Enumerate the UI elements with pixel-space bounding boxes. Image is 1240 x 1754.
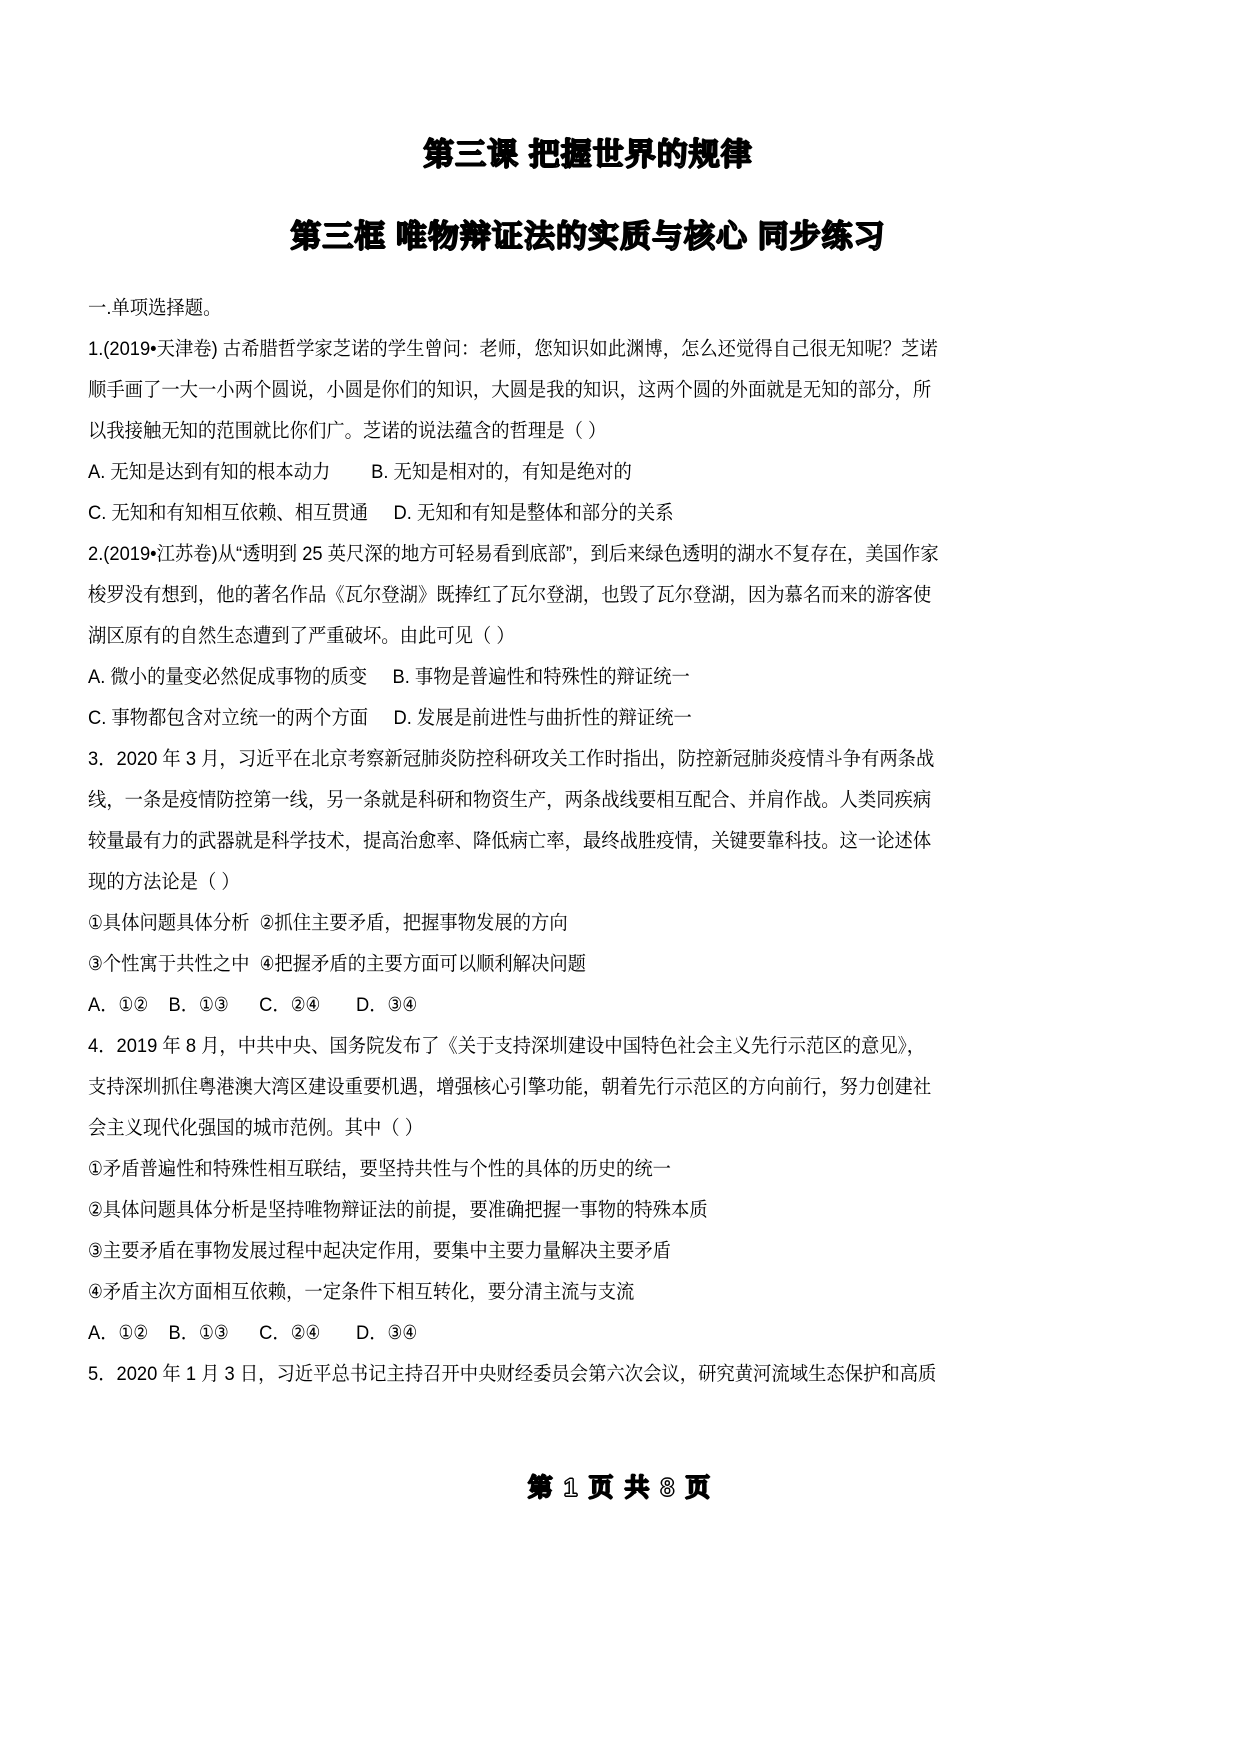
- question-option-line[interactable]: ①矛盾普遍性和特殊性相互联结，要坚持共性与个性的具体的历史的统一: [88, 1158, 672, 1181]
- question-stem-line: 现的方法论是（ ）: [88, 871, 240, 894]
- question-stem-line: 较量最有力的武器就是科学技术，提高治愈率、降低病亡率，最终战胜疫情，关键要靠科技。这一论述体: [88, 830, 932, 853]
- body-area: [88, 254, 1088, 1395]
- question-stem-line: 顺手画了一大一小两个圆说，小圆是你们的知识，大圆是我的知识，这两个圆的外面就是无知的部分，所: [88, 379, 932, 402]
- question-option-line[interactable]: C. 无知和有知相互依赖、相互贯通 D. 无知和有知是整体和部分的关系: [88, 502, 674, 525]
- question-answer-choices[interactable]: A．①② B．①③ C．②④ D．③④: [88, 994, 418, 1017]
- title-block: [88, 0, 1088, 254]
- page-content: [88, 0, 1088, 1395]
- question-stem-line: 1.(2019•天津卷) 古希腊哲学家芝诺的学生曾问：老师，您知识如此渊博，怎么还觉得自己很无知呢？芝诺: [88, 338, 938, 361]
- page-subtitle: 第三框 唯物辩证法的实质与核心 同步练习: [290, 219, 886, 255]
- question-stem-line: 支持深圳抓住粤港澳大湾区建设重要机遇，增强核心引擎功能，朝着先行示范区的方向前行，努力创建社: [88, 1076, 932, 1099]
- question-option-line[interactable]: ④矛盾主次方面相互依赖，一定条件下相互转化，要分清主流与支流: [88, 1281, 635, 1304]
- question-option-line[interactable]: ②具体问题具体分析是坚持唯物辩证法的前提，要准确把握一事物的特殊本质: [88, 1199, 708, 1222]
- page-footer: 第 1 页 共 8 页: [527, 1474, 713, 1502]
- question-option-line[interactable]: A. 微小的量变必然促成事物的质变 B. 事物是普遍性和特殊性的辩证统一: [88, 666, 690, 689]
- question-option-line[interactable]: A. 无知是达到有知的根本动力 B. 无知是相对的，有知是绝对的: [88, 461, 632, 484]
- question-block: [88, 1026, 1088, 1354]
- question-stem-line: 2.(2019•江苏卷)从“透明到 25 英尺深的地方可轻易看到底部”，到后来绿色透明的湖水不复存在，美国作家: [88, 543, 939, 566]
- question-stem-line: 5．2020 年 1 月 3 日，习近平总书记主持召开中央财经委员会第六次会议，研究黄河流域生态保护和高质: [88, 1363, 937, 1386]
- question-answer-choices[interactable]: A．①② B．①③ C．②④ D．③④: [88, 1322, 418, 1345]
- question-option-line[interactable]: ③主要矛盾在事物发展过程中起决定作用，要集中主要力量解决主要矛盾: [88, 1240, 672, 1263]
- question-option-line[interactable]: C. 事物都包含对立统一的两个方面 D. 发展是前进性与曲折性的辩证统一: [88, 707, 692, 730]
- question-option-line[interactable]: ③个性寓于共性之中 ④把握矛盾的主要方面可以顺利解决问题: [88, 953, 587, 976]
- question-stem-line: 4．2019 年 8 月，中共中央、国务院发布了《关于支持深圳建设中国特色社会主义先行示范区的意见》，: [88, 1035, 926, 1058]
- question-stem-line: 会主义现代化强国的城市范例。其中（ ）: [88, 1117, 424, 1140]
- page-title: 第三课 把握世界的规律: [423, 137, 753, 172]
- question-stem-line: 以我接触无知的范围就比你们广。芝诺的说法蕴含的哲理是（ ）: [88, 420, 607, 443]
- question-block: [88, 534, 1088, 739]
- question-block: [88, 1354, 1088, 1395]
- question-stem-line: 梭罗没有想到，他的著名作品《瓦尔登湖》既捧红了瓦尔登湖，也毁了瓦尔登湖，因为慕名而来的游客使: [88, 584, 932, 607]
- question-option-line[interactable]: ①具体问题具体分析 ②抓住主要矛盾，把握事物发展的方向: [88, 912, 568, 935]
- question-stem-line: 湖区原有的自然生态遭到了严重破坏。由此可见（ ）: [88, 625, 515, 648]
- question-block: [88, 329, 1088, 534]
- question-block: [88, 739, 1088, 1026]
- question-stem-line: 线，一条是疫情防控第一线，另一条就是科研和物资生产，两条战线要相互配合、并肩作战。人类同疾病: [88, 789, 932, 812]
- section-heading: 一.单项选择题。: [88, 297, 222, 320]
- question-stem-line: 3．2020 年 3 月，习近平在北京考察新冠肺炎防控科研攻关工作时指出，防控新冠肺炎疫情斗争有两条战: [88, 748, 935, 771]
